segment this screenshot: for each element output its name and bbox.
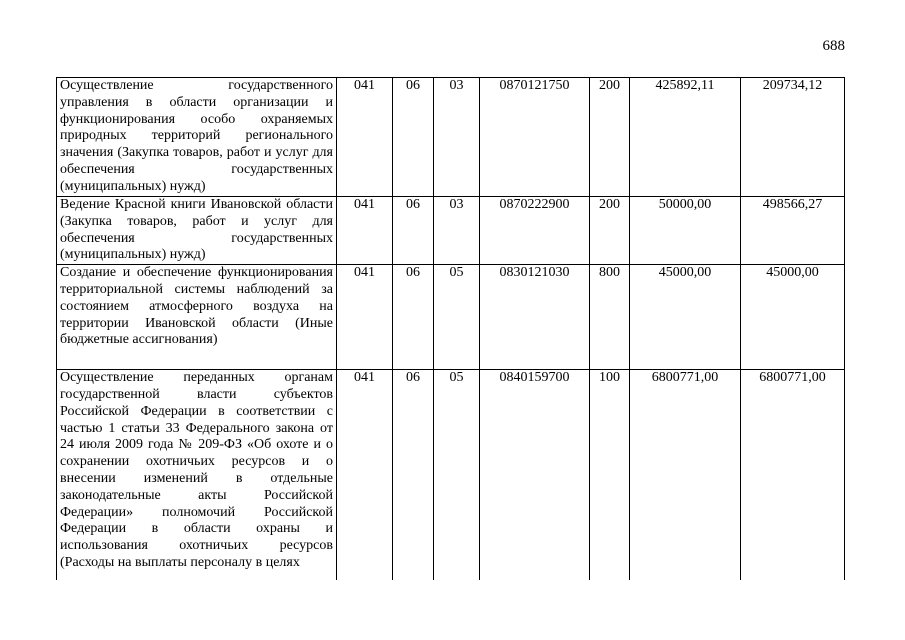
target-article-code: 0870222900 — [480, 197, 590, 265]
amount-year-1: 425892,11 — [630, 78, 741, 197]
amount-year-2: 6800771,00 — [741, 370, 845, 580]
amount-year-1: 45000,00 — [630, 265, 741, 370]
section-code: 06 — [393, 265, 434, 370]
amount-year-2: 45000,00 — [741, 265, 845, 370]
subsection-code: 03 — [434, 197, 480, 265]
amount-year-1: 50000,00 — [630, 197, 741, 265]
expense-type-code: 200 — [590, 197, 630, 265]
target-article-code: 0840159700 — [480, 370, 590, 580]
grbs-code: 041 — [337, 370, 393, 580]
table-row — [57, 78, 845, 197]
grbs-code: 041 — [337, 197, 393, 265]
table-row — [57, 265, 845, 370]
amount-year-1: 6800771,00 — [630, 370, 741, 580]
expense-type-code: 800 — [590, 265, 630, 370]
row-description: Ведение Красной книги Ивановской области (Закупка товаров, работ и услуг для обеспечения государственных (муниципальных) нужд) — [57, 197, 337, 265]
subsection-code: 05 — [434, 265, 480, 370]
target-article-code: 0870121750 — [480, 78, 590, 197]
budget-table — [56, 77, 845, 580]
amount-year-2: 498566,27 — [741, 197, 845, 265]
expense-type-code: 100 — [590, 370, 630, 580]
subsection-code: 05 — [434, 370, 480, 580]
table-row — [57, 197, 845, 265]
expense-type-code: 200 — [590, 78, 630, 197]
target-article-code: 0830121030 — [480, 265, 590, 370]
grbs-code: 041 — [337, 265, 393, 370]
page-number: 688 — [822, 38, 845, 54]
grbs-code: 041 — [337, 78, 393, 197]
subsection-code: 03 — [434, 78, 480, 197]
row-description: Осуществление государственного управления в области организации и функционирования особо охраняемых природных территорий регионального значения (Закупка товаров, работ и услуг для обеспечения государственных (муниципальных) нужд) — [57, 78, 337, 197]
section-code: 06 — [393, 370, 434, 580]
table-row — [57, 370, 845, 580]
amount-year-2: 209734,12 — [741, 78, 845, 197]
section-code: 06 — [393, 78, 434, 197]
section-code: 06 — [393, 197, 434, 265]
row-description: Осуществление переданных органам государственной власти субъектов Российской Федерации в соответствии с частью 1 статьи 33 Федерального закона от 24 июля 2009 года № 209-ФЗ «Об охоте и о сохранении охотничьих ресурсов и о внесении изменений в отдельные законодательные акты Российской Федерации» полномочий Российской Федерации в области охраны и использования охотничьих ресурсов (Расходы на выплаты персоналу в целях — [57, 370, 337, 580]
row-description: Создание и обеспечение функционирования территориальной системы наблюдений за состоянием атмосферного воздуха на территории Ивановской области (Иные бюджетные ассигнования) — [57, 265, 337, 370]
